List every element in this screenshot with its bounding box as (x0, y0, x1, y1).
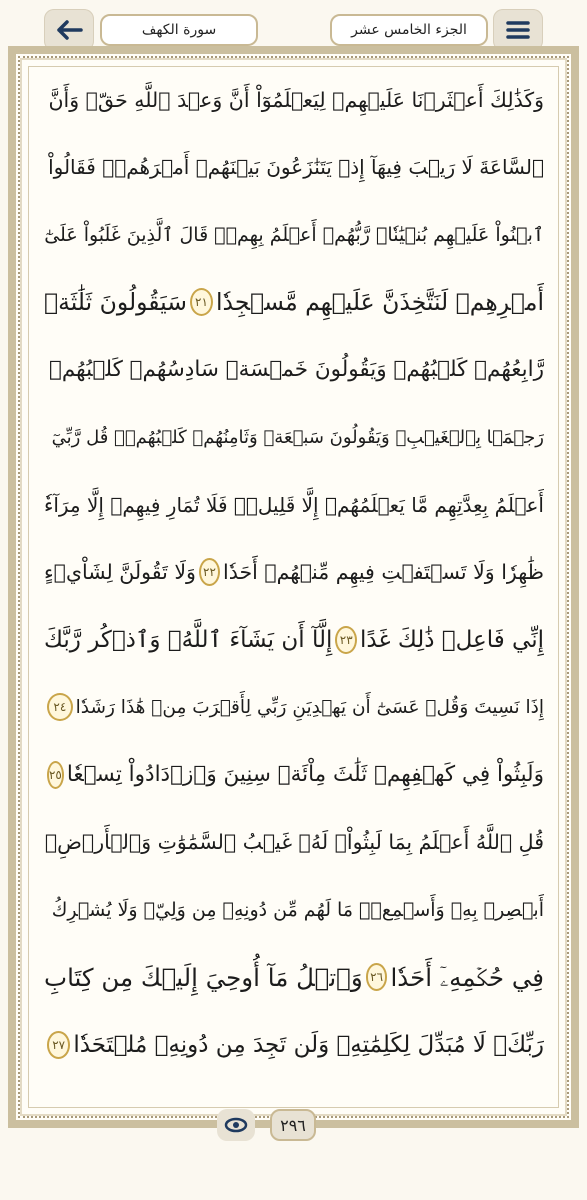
verse-text: إِذَا نَسِيتَ وَقُلۡ عَسَىٰٓ أَن يَهۡدِيَنِ رَبِّي لِأَقۡرَبَ مِنۡ هَٰذَا رَشَدٗا (75, 696, 544, 718)
surah-name-label[interactable]: سورة الكهف (100, 14, 258, 46)
text-line (44, 606, 544, 674)
verse-text: رَجۡمَۢا بِٱلۡغَيۡبِۖ وَيَقُولُونَ سَبۡعَةٞ وَثَامِنُهُمۡ كَلۡبُهُمۡۚ قُل رَّبِّيٓ (51, 426, 544, 448)
verse-text: ٱبۡنُواْ عَلَيۡهِم بُنۡيَٰنٗاۖ رَّبُّهُمۡ أَعۡلَمُ بِهِمۡۚ قَالَ ٱلَّذِينَ غَلَبُواْ عَلَىٰٓ (44, 223, 544, 246)
text-line (44, 269, 544, 337)
text-line (44, 1011, 544, 1079)
verse-text: فِي حُكۡمِهِۦٓ أَحَدٗا (390, 962, 544, 992)
verse-number-marker[interactable]: ٢٢ (199, 558, 220, 586)
verse-number-marker[interactable]: ٢٧ (47, 1031, 70, 1059)
verse-text: أَبۡصِرۡ بِهِۦ وَأَسۡمِعۡۚ مَا لَهُم مِّن دُونِهِۦ مِن وَلِيّٖ وَلَا يُشۡرِكُ (51, 898, 544, 921)
text-line (44, 336, 544, 404)
verse-text: ظَٰهِرٗا وَلَا تَسۡتَفۡتِ فِيهِم مِّنۡهُمۡ أَحَدٗا (223, 560, 544, 585)
verse-text: قُلِ ٱللَّهُ أَعۡلَمُ بِمَا لَبِثُواْۖ لَهُۥ غَيۡبُ ٱلسَّمَٰوَٰتِ وَٱلۡأَرۡضِۖ (44, 830, 544, 855)
verse-text: رَبِّكَۖ لَا مُبَدِّلَ لِكَلِمَٰتِهِۦ وَلَن تَجِدَ مِن دُونِهِۦ مُلۡتَحَدٗا (73, 1031, 544, 1058)
text-line (44, 944, 544, 1012)
page-number[interactable]: ٢٩٦ (270, 1109, 316, 1141)
verse-text: أَمۡرِهِمۡ لَنَتَّخِذَنَّ عَلَيۡهِم مَّسۡجِدٗا (216, 288, 544, 317)
verse-number-marker[interactable]: ٢٣ (335, 626, 357, 654)
back-button[interactable] (44, 9, 94, 51)
verse-text: وَكَذَٰلِكَ أَعۡثَرۡنَا عَلَيۡهِمۡ لِيَعۡلَمُوٓاْ أَنَّ وَعۡدَ ٱللَّهِ حَقّٞ وَأَنَّ (48, 87, 544, 112)
verse-text: سَيَقُولُونَ ثَلَٰثَةٞ (44, 288, 187, 317)
verse-text: وَلَبِثُواْ فِي كَهۡفِهِمۡ ثَلَٰثَ مِاْئَةٖ سِنِينَ وَٱزۡدَادُواْ تِسۡعٗا (66, 762, 544, 788)
text-line (44, 66, 544, 134)
text-line (44, 404, 544, 472)
text-line (44, 876, 544, 944)
verse-number-marker[interactable]: ٢٦ (366, 963, 388, 991)
text-line (44, 741, 544, 809)
verse-text: إِلَّآ أَن يَشَآءَ ٱللَّهُۚ وَٱذۡكُر رَّبَّكَ (44, 626, 333, 653)
verse-text: وَلَا تَقُولَنَّ لِشَاْيۡءٍ (44, 560, 196, 585)
quran-text (44, 66, 544, 1079)
view-toggle-button[interactable] (217, 1109, 255, 1141)
verse-text: رَّابِعُهُمۡ كَلۡبُهُمۡ وَيَقُولُونَ خَمۡسَةٞ سَادِسُهُمۡ كَلۡبُهُمۡ (48, 357, 544, 383)
verse-text: إِنِّي فَاعِلٞ ذَٰلِكَ غَدًا (360, 626, 544, 653)
verse-number-marker[interactable]: ٢٤ (47, 693, 73, 721)
arrow-left-icon (55, 20, 83, 40)
text-line (44, 539, 544, 607)
text-line (44, 201, 544, 269)
juz-name-label[interactable]: الجزء الخامس عشر (330, 14, 488, 46)
text-line (44, 809, 544, 877)
menu-button[interactable] (493, 9, 543, 51)
text-line (44, 471, 544, 539)
text-line (44, 134, 544, 202)
verse-text: ٱلسَّاعَةَ لَا رَيۡبَ فِيهَآ إِذۡ يَتَنَٰزَعُونَ بَيۡنَهُمۡ أَمۡرَهُمۡۖ فَقَالُواْ (48, 155, 544, 180)
text-line (44, 674, 544, 742)
eye-icon (224, 1117, 248, 1133)
verse-number-marker[interactable]: ٢١ (190, 288, 213, 316)
verse-text: وَٱتۡلُ مَآ أُوحِيَ إِلَيۡكَ مِن كِتَابِ (44, 962, 363, 992)
menu-icon (505, 20, 531, 40)
verse-text: أَعۡلَمُ بِعِدَّتِهِم مَّا يَعۡلَمُهُمۡ إِلَّا قَلِيلٞۗ فَلَا تُمَارِ فِيهِمۡ إِلَّا مِرَآءٗ (44, 492, 544, 517)
verse-number-marker[interactable]: ٢٥ (47, 761, 64, 789)
